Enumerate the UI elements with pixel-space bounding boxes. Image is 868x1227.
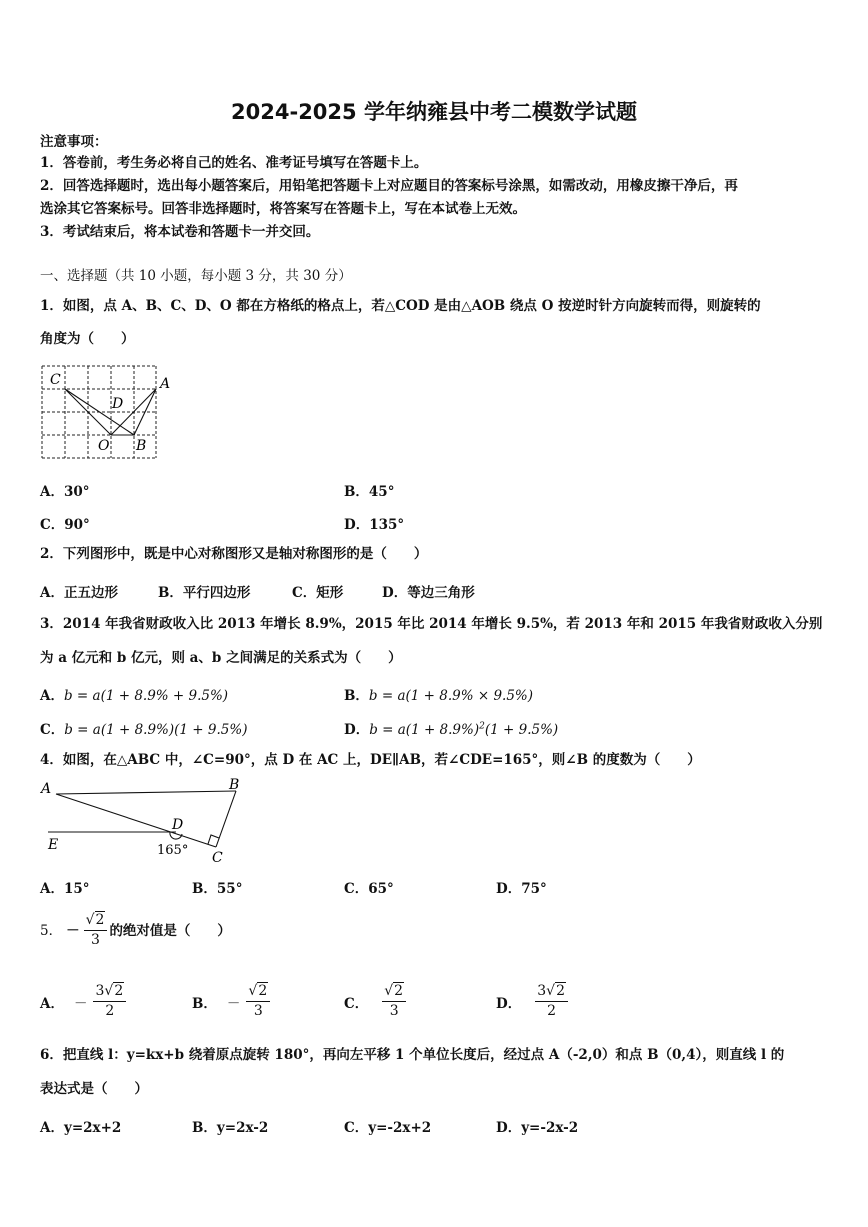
point-label-c: C bbox=[212, 850, 223, 866]
fraction: $\frac{3√2}{2}$ bbox=[535, 983, 568, 1020]
question-1-stem-cont: 角度为（ ） bbox=[40, 331, 135, 347]
radicand: 2 bbox=[556, 983, 565, 999]
angle-label: 165° bbox=[157, 843, 189, 858]
denominator: 2 bbox=[105, 1003, 115, 1019]
question-6-stem: 6．把直线 l：y=kx+b 绕着原点旋转 180°，再向左平移 1 个单位长度后，经过点 A（-2,0）和点 B（0,4），则直线 l 的 bbox=[40, 1047, 785, 1063]
question-number: 5． bbox=[40, 922, 63, 939]
minus-sign: － bbox=[226, 995, 241, 1012]
question-4-stem: 4．如图，在△ABC 中，∠C=90°，点 D 在 AC 上，DE∥AB，若∠CDE=165°，则∠B 的度数为（ ） bbox=[40, 752, 701, 768]
point-label-e: E bbox=[48, 837, 59, 853]
option-label: A． bbox=[40, 995, 64, 1012]
point-label-o: O bbox=[98, 438, 110, 454]
coefficient: 3 bbox=[95, 983, 105, 999]
question-2-option-a: A．正五边形 bbox=[40, 585, 118, 601]
point-label-d: D bbox=[112, 396, 124, 412]
question-5-option-d bbox=[496, 983, 570, 1020]
question-1-grid-figure bbox=[38, 362, 178, 462]
question-4-triangle-figure bbox=[38, 774, 258, 866]
question-1-option-c: C．90° bbox=[40, 517, 90, 533]
minus-sign: － bbox=[73, 995, 88, 1012]
radicand: 2 bbox=[95, 912, 105, 928]
radicand: 2 bbox=[114, 983, 124, 999]
option-expression: b = a(1 + 8.9% × 9.5%) bbox=[368, 688, 534, 704]
question-2-stem: 2．下列图形中，既是中心对称图形又是轴对称图形的是（ ） bbox=[40, 546, 428, 562]
point-label-a: A bbox=[41, 781, 52, 797]
question-2-option-c: C．矩形 bbox=[292, 585, 344, 601]
point-label-b: B bbox=[229, 777, 240, 793]
note-item: 3．考试结束后，将本试卷和答题卡一并交回。 bbox=[40, 224, 320, 240]
notes-heading: 注意事项： bbox=[40, 134, 108, 150]
fraction: $\frac{√2}{3}$ bbox=[84, 912, 108, 949]
question-1-option-d: D．135° bbox=[344, 517, 405, 533]
question-3-stem-cont: 为 a 亿元和 b 亿元，则 a、b 之间满足的关系式为（ ） bbox=[40, 650, 402, 666]
option-expression-tail: (1 + 9.5%) bbox=[484, 722, 559, 738]
question-6-option-a: A．y=2x+2 bbox=[40, 1120, 122, 1136]
point-label-c: C bbox=[50, 372, 61, 388]
question-6-stem-cont: 表达式是（ ） bbox=[40, 1081, 148, 1097]
option-label: B． bbox=[344, 688, 369, 704]
question-6-option-b: B．y=2x-2 bbox=[192, 1120, 269, 1136]
question-1-option-a: A．30° bbox=[40, 484, 90, 500]
question-1-option-b: B．45° bbox=[344, 484, 395, 500]
denominator: 3 bbox=[253, 1003, 263, 1019]
question-5-option-b bbox=[192, 983, 272, 1020]
option-label: D． bbox=[344, 722, 370, 738]
denominator: 2 bbox=[547, 1003, 557, 1019]
question-2-option-b: B．平行四边形 bbox=[158, 585, 251, 601]
question-1-stem: 1．如图，点 A、B、C、D、O 都在方格纸的格点上，若△COD 是由△AOB 绕点 O 按逆时针方向旋转而得，则旋转的 bbox=[40, 298, 761, 314]
question-3-option-d bbox=[344, 718, 558, 738]
option-label: A． bbox=[40, 688, 64, 704]
option-label: D． bbox=[496, 995, 522, 1012]
question-4-option-c: C．65° bbox=[344, 881, 394, 897]
note-item: 2．回答选择题时，选出每小题答案后，用铅笔把答题卡上对应题目的答案标号涂黑，如需改动，用橡皮擦干净后，再 bbox=[40, 178, 738, 194]
question-5-stem bbox=[40, 912, 231, 949]
question-6-option-c: C．y=-2x+2 bbox=[344, 1120, 432, 1136]
option-expression: b = a(1 + 8.9%)(1 + 9.5%) bbox=[64, 722, 248, 738]
question-3-option-a bbox=[40, 684, 228, 704]
option-expression: b = a(1 + 8.9% + 9.5%) bbox=[63, 688, 229, 704]
fraction: $\frac{3√2}{2}$ bbox=[93, 983, 126, 1020]
minus-sign: － bbox=[66, 922, 80, 939]
question-3-option-b bbox=[344, 684, 533, 704]
option-label: C． bbox=[344, 995, 369, 1012]
question-6-option-d: D．y=-2x-2 bbox=[496, 1120, 579, 1136]
point-label-b: B bbox=[136, 438, 147, 454]
note-item: 1．答卷前，考生务必将自己的姓名、准考证号填写在答题卡上。 bbox=[40, 155, 428, 171]
note-item: 选涂其它答案标号。回答非选择题时，将答案写在答题卡上，写在本试卷上无效。 bbox=[40, 201, 526, 217]
point-label-a: A bbox=[160, 376, 171, 392]
option-expression: b = a(1 + 8.9%) bbox=[369, 722, 480, 738]
option-label: B． bbox=[192, 995, 217, 1012]
question-3-option-c bbox=[40, 718, 247, 738]
question-2-option-d: D．等边三角形 bbox=[382, 585, 475, 601]
coefficient: 3 bbox=[537, 983, 547, 999]
denominator: 3 bbox=[389, 1003, 399, 1019]
question-4-option-a: A．15° bbox=[40, 881, 90, 897]
radicand: 2 bbox=[394, 983, 404, 999]
question-5-tail: 的绝对值是（ ） bbox=[109, 922, 231, 939]
option-label: C． bbox=[40, 722, 65, 738]
radicand: 2 bbox=[258, 983, 268, 999]
question-3-stem: 3．2014 年我省财政收入比 2013 年增长 8.9%，2015 年比 2014 年增长 9.5%，若 2013 年和 2015 年我省财政收入分别 bbox=[40, 616, 823, 632]
fraction: $\frac{√2}{3}$ bbox=[246, 983, 270, 1020]
denominator: 3 bbox=[91, 932, 100, 948]
question-4-option-d: D．75° bbox=[496, 881, 547, 897]
question-4-option-b: B．55° bbox=[192, 881, 243, 897]
page-title: 2024-2025 学年纳雍县中考二模数学试题 bbox=[231, 100, 637, 124]
fraction: $\frac{√2}{3}$ bbox=[382, 983, 406, 1020]
point-label-d: D bbox=[172, 817, 184, 833]
question-5-option-c bbox=[344, 983, 408, 1020]
option-exponent: 2 bbox=[479, 721, 485, 732]
section-heading: 一、选择题（共 10 小题，每小题 3 分，共 30 分） bbox=[40, 268, 352, 284]
question-5-option-a bbox=[40, 983, 128, 1020]
